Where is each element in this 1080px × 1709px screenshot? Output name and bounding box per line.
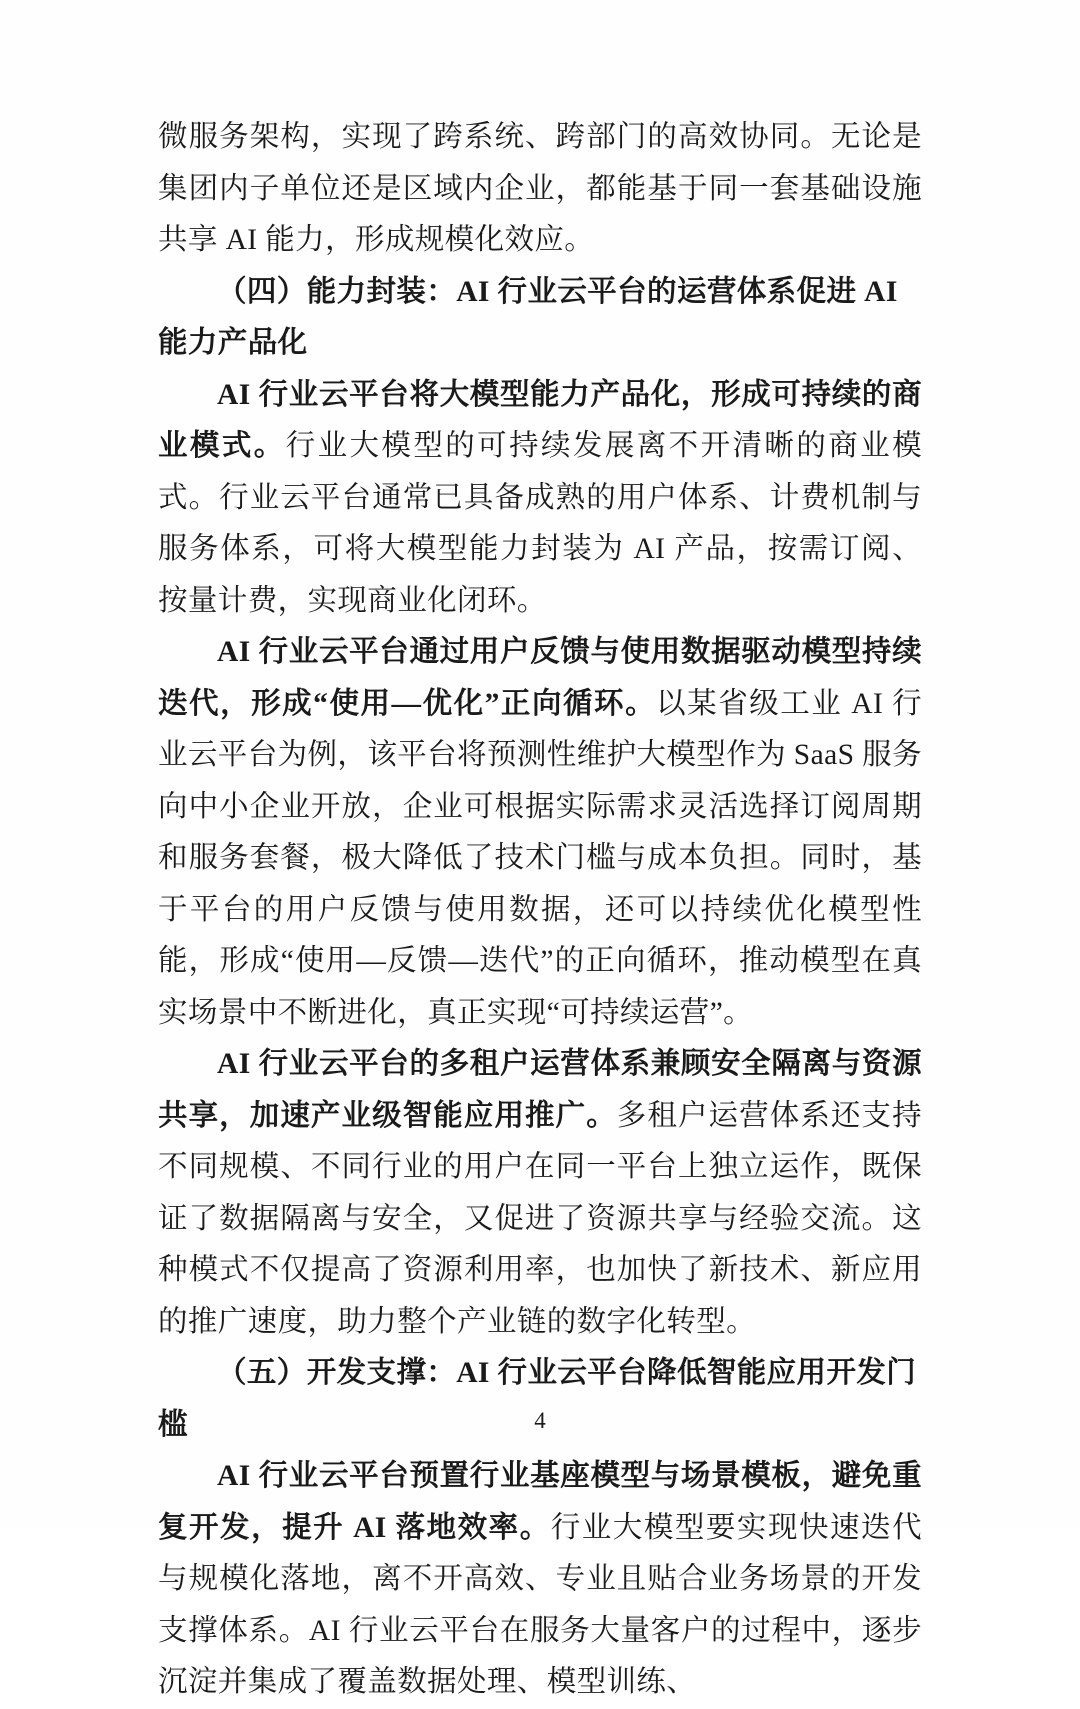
paragraph-development-support: AI 行业云平台预置行业基座模型与场景模板，避免重复开发，提升 AI 落地效率。行业大模型要实现快速迭代与规模化落地，离不开高效、专业且贴合业务场景的开发支撑体系。AI 行业云平台在服务大量客户的过程中，逐步沉淀并集成了覆盖数据处理、模型训练、 <box>158 1460 922 1698</box>
document-body <box>158 112 922 1709</box>
paragraph-feedback-loop: AI 行业云平台通过用户反馈与使用数据驱动模型持续迭代，形成“使用—优化”正向循环。以某省级工业 AI 行业云平台为例，该平台将预测性维护大模型作为 SaaS 服务向中小企业开放，企业可根据实际需求灵活选择订阅周期和服务套餐，极大降低了技术门槛与成本负担。同时，基于平台的用户反馈与使用数据，还可以持续优化模型性能，形成“使用—反馈—迭代”的正向循环，推动模型在真实场景中不断进化，真正实现“可持续运营”。 <box>158 636 922 1029</box>
heading-section-four: （四）能力封装：AI 行业云平台的运营体系促进 AI 能力产品化 <box>158 275 898 359</box>
paragraph-multi-tenant: AI 行业云平台的多租户运营体系兼顾安全隔离与资源共享，加速产业级智能应用推广。多租户运营体系还支持不同规模、不同行业的用户在同一平台上独立运作，既保证了数据隔离与安全，又促进了资源共享与经验交流。这种模式不仅提高了资源利用率，也加快了新技术、新应用的推广速度，助力整个产业链的数字化转型。 <box>158 1048 922 1338</box>
heading-section-five: （五）开发支撑：AI 行业云平台降低智能应用开发门槛 <box>158 1357 917 1441</box>
paragraph-productization: AI 行业云平台将大模型能力产品化，形成可持续的商业模式。行业大模型的可持续发展离不开清晰的商业模式。行业云平台通常已具备成熟的用户体系、计费机制与服务体系，可将大模型能力封装为 AI 产品，按需订阅、按量计费，实现商业化闭环。 <box>158 378 922 617</box>
page-number: 4 <box>534 1408 546 1433</box>
paragraph-microservice-architecture: 微服务架构，实现了跨系统、跨部门的高效协同。无论是集团内子单位还是区域内企业，都能基于同一套基础设施共享 AI 能力，形成规模化效应。 <box>158 121 922 256</box>
